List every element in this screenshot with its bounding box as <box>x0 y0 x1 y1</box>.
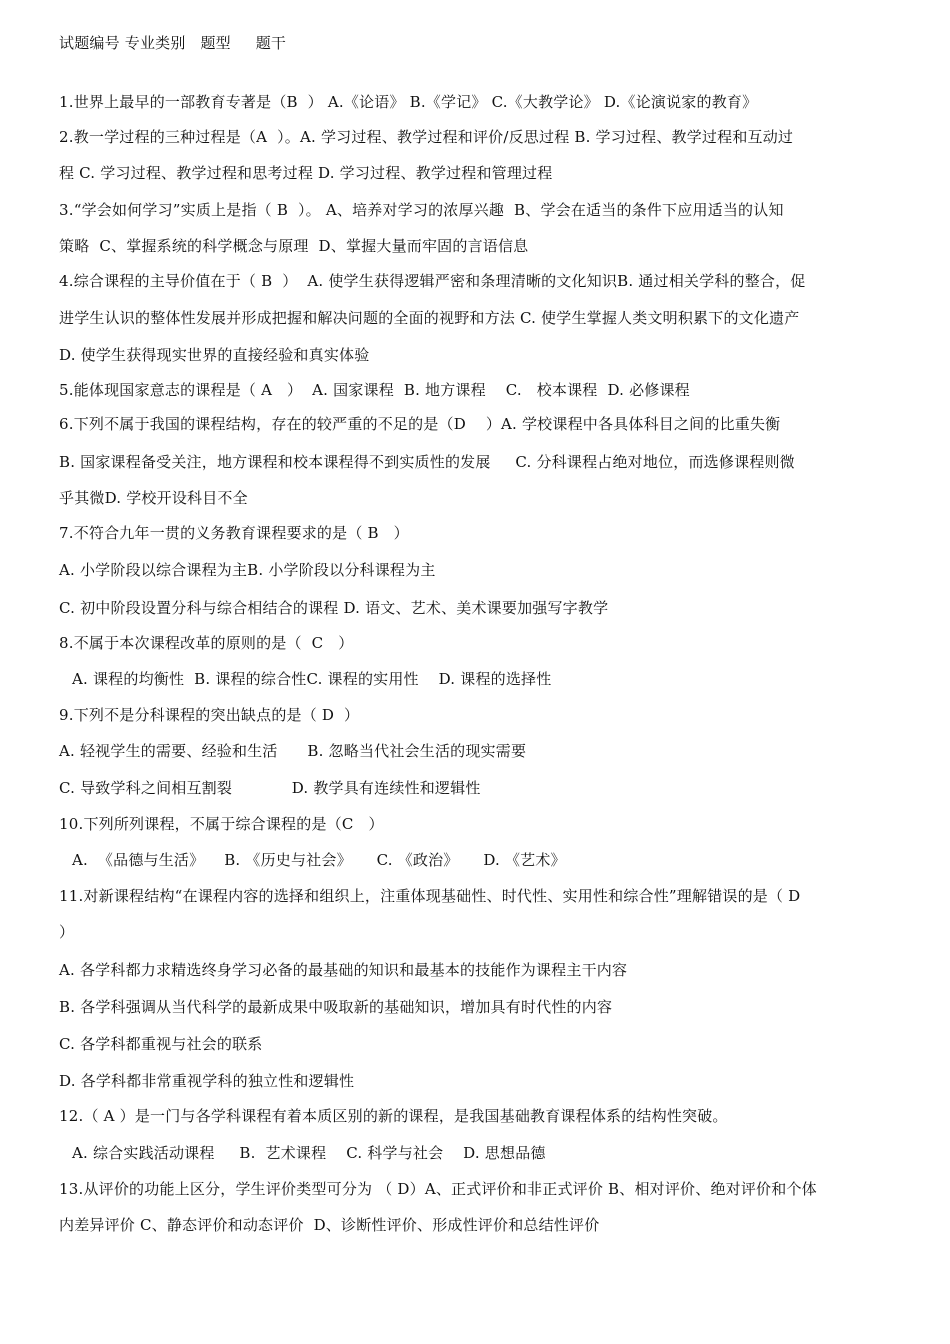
question-4-line-2: 进学生认识的整体性发展并形成把握和解决问题的全面的视野和方法 C. 使学生掌握人类文明积累下的文化遗产 <box>59 309 800 327</box>
question-6-line-3: 乎其微D. 学校开设科目不全 <box>59 489 248 507</box>
question-13-line-1: 13.从评价的功能上区分，学生评价类型可分为 （ D）A、正式评价和非正式评价 B、相对评价、绝对评价和个体 <box>59 1180 817 1198</box>
question-12-options: A. 综合实践活动课程 B. 艺术课程 C. 科学与社会 D. 思想品德 <box>72 1144 546 1162</box>
question-9-options-2: C. 导致学科之间相互割裂 D. 教学具有连续性和逻辑性 <box>59 779 481 797</box>
question-8-options: A. 课程的均衡性 B. 课程的综合性C. 课程的实用性 D. 课程的选择性 <box>72 670 552 688</box>
question-7: 7.不符合九年一贯的义务教育课程要求的是（ B ） <box>59 524 409 542</box>
question-7-options-1: A. 小学阶段以综合课程为主B. 小学阶段以分科课程为主 <box>59 561 436 579</box>
question-2-line-1: 2.教一学过程的三种过程是（A ）。A. 学习过程、教学过程和评价/反思过程 B. 学习过程、教学过程和互动过 <box>59 128 794 146</box>
question-4-line-3: D. 使学生获得现实世界的直接经验和真实体验 <box>59 346 370 364</box>
question-12: 12.（ A ）是一门与各学科课程有着本质区别的新的课程，是我国基础教育课程体系的结构性突破。 <box>59 1107 728 1125</box>
question-11-line-1: 11.对新课程结构“在课程内容的选择和组织上，注重体现基础性、时代性、实用性和综合性”理解错误的是（ D <box>59 887 801 905</box>
question-7-options-2: C. 初中阶段设置分科与综合相结合的课程 D. 语文、艺术、美术课要加强写字教学 <box>59 599 609 617</box>
question-9: 9.下列不是分科课程的突出缺点的是（ D ） <box>59 706 360 724</box>
question-5: 5.能体现国家意志的课程是（ A ） A. 国家课程 B. 地方课程 C. 校本课程 D. 必修课程 <box>59 381 690 399</box>
question-6-line-2: B. 国家课程备受关注，地方课程和校本课程得不到实质性的发展 C. 分科课程占绝对地位，而选修课程则微 <box>59 453 795 471</box>
header-row: 试题编号 专业类别 题型 题干 <box>59 34 287 52</box>
question-10: 10.下列所列课程，不属于综合课程的是（C ） <box>59 815 384 833</box>
question-1: 1.世界上最早的一部教育专著是（B ） A.《论语》 B.《学记》 C.《大教学论》 D.《论演说家的教育》 <box>59 93 758 111</box>
question-8: 8.不属于本次课程改革的原则的是（ C ） <box>59 634 354 652</box>
question-11-option-a: A. 各学科都力求精选终身学习必备的最基础的知识和最基本的技能作为课程主干内容 <box>59 961 628 979</box>
question-11-option-b: B. 各学科强调从当代科学的最新成果中吸取新的基础知识，增加具有时代性的内容 <box>59 998 613 1016</box>
question-10-options: A. 《品德与生活》 B. 《历史与社会》 C. 《政治》 D. 《艺术》 <box>72 851 566 869</box>
question-3-line-1: 3.“学会如何学习”实质上是指（ B ）。 A、培养对学习的浓厚兴趣 B、学会在适当的条件下应用适当的认知 <box>59 201 784 219</box>
question-2-line-2: 程 C. 学习过程、教学过程和思考过程 D. 学习过程、教学过程和管理过程 <box>59 164 553 182</box>
question-4-line-1: 4.综合课程的主导价值在于（ B ） A. 使学生获得逻辑严密和条理清晰的文化知识B. 通过相关学科的整合，促 <box>59 272 806 290</box>
question-6-line-1: 6.下列不属于我国的课程结构，存在的较严重的不足的是（D ）A. 学校课程中各具体科目之间的比重失衡 <box>59 415 781 433</box>
question-9-options-1: A. 轻视学生的需要、经验和生活 B. 忽略当代社会生活的现实需要 <box>59 742 527 760</box>
question-11-line-2: ） <box>59 923 75 941</box>
question-11-option-d: D. 各学科都非常重视学科的独立性和逻辑性 <box>59 1072 355 1090</box>
question-13-line-2: 内差异评价 C、静态评价和动态评价 D、诊断性评价、形成性评价和总结性评价 <box>59 1216 600 1234</box>
question-11-option-c: C. 各学科都重视与社会的联系 <box>59 1035 263 1053</box>
question-3-line-2: 策略 C、掌握系统的科学概念与原理 D、掌握大量而牢固的言语信息 <box>59 237 529 255</box>
